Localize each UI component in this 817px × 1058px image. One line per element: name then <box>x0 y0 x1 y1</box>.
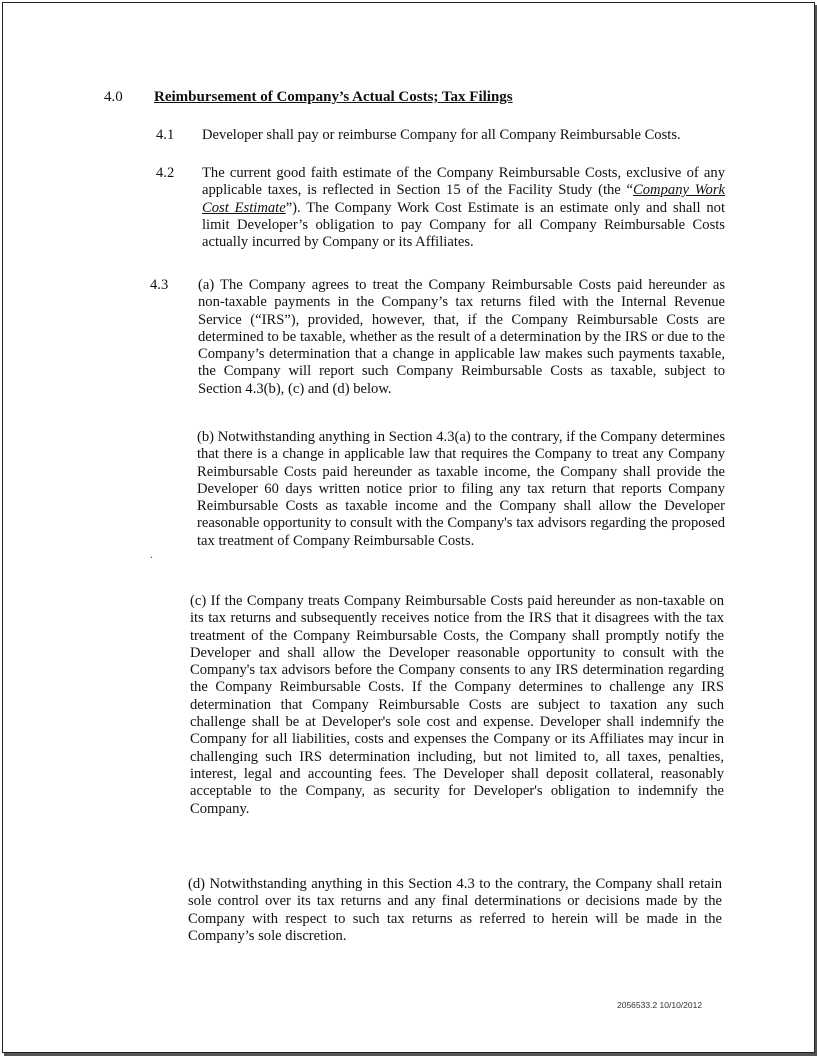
document-id: 2056533.2 10/10/2012 <box>617 1000 703 1010</box>
paragraph-number: 4.3 <box>150 277 169 293</box>
paragraph-4-3-d <box>188 876 722 945</box>
paragraph-text: (a) The Company agrees to treat the Company Reimbursable Costs paid hereunder as non-taxable payments in the Company’s tax returns filed with the Internal Revenue Service (“IRS”), provided, however, that, if the Company Reimbursable Costs are determined to be taxable, whether as the result of a determination by the IRS or due to the Company’s determination that a change in applicable law makes such payments taxable, the Company will report such Company Reimbursable Costs as taxable, subject to Section 4.3(b), (c) and (d) below. <box>198 277 725 397</box>
document-page <box>2 2 815 1053</box>
paragraph-text: (b) Notwithstanding anything in Section 4.3(a) to the contrary, if the Company determines that there is a change in applicable law that requires the Company to treat any Company Reimbursable Costs paid hereunder as taxable income, the Company shall provide the Developer 60 days written notice prior to filing any tax return that reports Company Reimbursable Costs as taxable income and the Company shall allow the Developer reasonable opportunity to consult with the Company's tax advisors regarding the proposed tax treatment of Company Reimbursable Costs. <box>197 429 725 549</box>
paragraph-text <box>202 165 725 251</box>
paragraph-4-2 <box>156 165 726 251</box>
paragraph-text: (d) Notwithstanding anything in this Section 4.3 to the contrary, the Company shall retain sole control over its tax returns and any final determinations or decisions made by the Company with respect to such tax returns as referred to herein will be made in the Company’s sole discretion. <box>188 876 722 944</box>
paragraph-text: (c) If the Company treats Company Reimbursable Costs paid hereunder as non-taxable on its tax returns and subsequently receives notice from the IRS that it disagrees with the tax treatment of the Company Reimbursable Costs, the Company shall promptly notify the Developer and shall allow the Developer reasonable opportunity to consult with the Company's tax advisors before the Company consents to any IRS determination regarding the Company Reimbursable Costs. If the Company determines to challenge any IRS determination that Company Reimbursable Costs are subject to taxation any such challenge shall be at Developer's sole cost and expense. Developer shall indemnify the Company for all liabilities, costs and expenses the Company or its Affiliates may incur in challenging such IRS determination including, but not limited to, all taxes, penalties, interest, legal and accounting fees. The Developer shall deposit collateral, reasonably acceptable to the Company, as security for Developer's obligation to indemnify the Company. <box>190 593 724 817</box>
paragraph-text-after: ”). The Company Work Cost Estimate is an estimate only and shall not limit Developer’s obligation to pay Company for all Company Reimbursable Costs actually incurred by Company or its Affiliates. <box>202 199 725 251</box>
section-heading <box>104 89 744 106</box>
paragraph-4-1 <box>156 127 725 144</box>
paragraph-4-3-c <box>190 593 724 818</box>
defined-term: Company Work Cost Estimate <box>202 182 726 216</box>
paragraph-number: 4.1 <box>156 127 175 143</box>
section-number: 4.0 <box>104 89 123 105</box>
stray-mark: . <box>150 547 153 561</box>
paragraph-number: 4.2 <box>156 165 175 181</box>
paragraph-text-before: The current good faith estimate of the Company Reimbursable Costs, exclusive of any applicable taxes, is reflected in Section 15 of the Facility Study (the “ <box>202 165 725 199</box>
paragraph-4-3-a <box>150 277 725 398</box>
paragraph-4-3-b <box>197 429 725 550</box>
paragraph-text: Developer shall pay or reimburse Company for all Company Reimbursable Costs. <box>202 127 681 143</box>
section-title: Reimbursement of Company’s Actual Costs; Tax Filings <box>154 89 513 105</box>
